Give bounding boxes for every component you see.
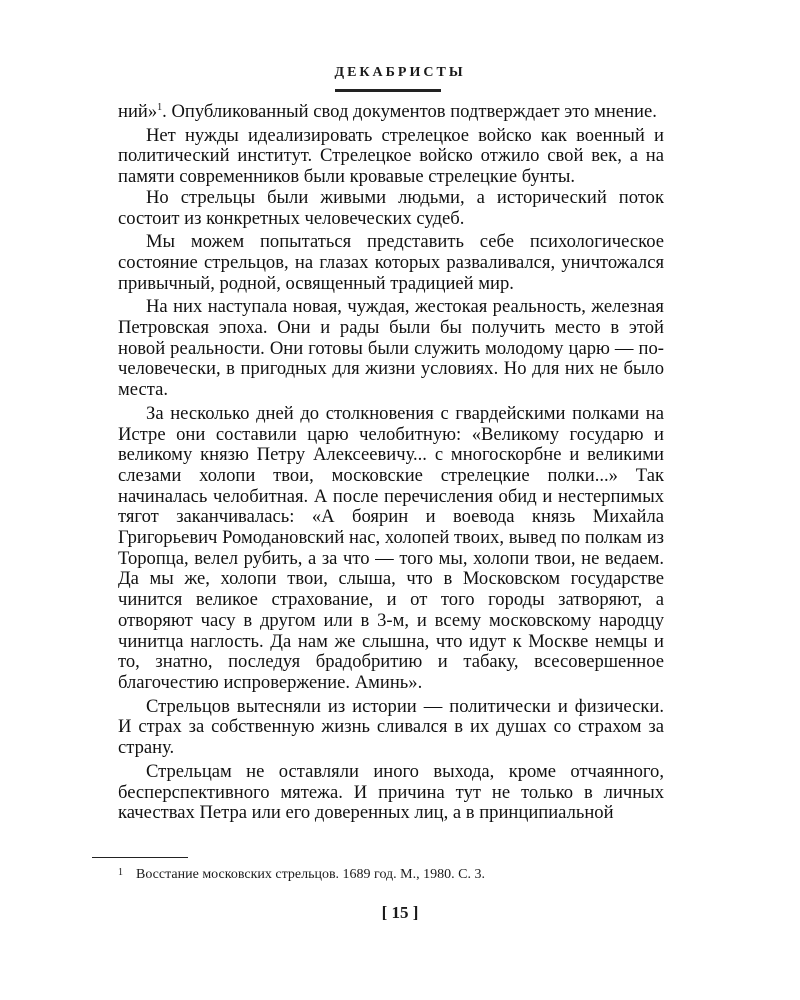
paragraph: Нет нужды идеализировать стрелецкое войско как военный и политический институт. Стрелецкое войско отжило свой век, а на памяти современников были кровавые стрелецкие бунты. [118, 124, 664, 188]
paragraph-text: ний» [118, 101, 158, 122]
paragraph: Но стрельцы были живыми людьми, а исторический поток состоит из конкретных человеческих судеб. [118, 186, 664, 229]
paragraph: За несколько дней до столкновения с гвардейскими полками на Истре они составили царю челобитную: «Великому государю и великому князю Петру Алексеевичу... с многоскорбне и великими слезами холопи твои, московские стрелецкие полки...» Так начиналась челобитная. А после перечисления обид и нестерпимых тягот заканчивалась: «А боярин и воевода князь Михайла Григорьевич Ромодановский нас, холопей твоих, вывед по полкам из Торопца, велел рубить, а за что — того мы, холопи твои, не ведаем. Да мы же, холопи твои, слыша, что в Московском государстве чинится великое страхование, и от того городы затворяют, а отворяют часу в другом или в 3-м, и всему московскому народцу чинитца наглость. Да нам же слышна, что идут к Москве немцы и то, знатно, последуя брадобритию и табаку, всесовершенное благочестию испровержение. Аминь». [118, 402, 664, 693]
running-head-rule [335, 89, 441, 92]
footnote-rule [92, 857, 188, 858]
footnote-text: Восстание московских стрельцов. 1689 год. М., 1980. С. 3. [136, 867, 485, 882]
paragraph: Стрельцов вытесняли из истории — политически и физически. И страх за собственную жизнь сливался в их душах со страхом за страну. [118, 695, 664, 759]
footnote-mark: 1 [118, 867, 123, 878]
paragraph-text-after: . Опубликованный свод документов подтверждает это мнение. [162, 101, 657, 122]
footnote-reference[interactable]: 1 [157, 101, 163, 113]
body-text [118, 102, 664, 824]
paragraph: Стрельцам не оставляли иного выхода, кроме отчаянного, бесперспективного мятежа. И причина тут не только в личных качествах Петра или его доверенных лиц, а в принципиальной [118, 760, 664, 824]
page-number: [ 15 ] [381, 903, 419, 922]
paragraph-continued [118, 102, 664, 123]
paragraph: Мы можем попытаться представить себе психологическое состояние стрельцов, на глазах которых разваливался, уничтожался привычный, родной, освященный традицией мир. [118, 231, 664, 294]
paragraph: На них наступала новая, чуждая, жестокая реальность, железная Петровская эпоха. Они и рады были бы получить место в этой новой реальности. Они готовы были служить молодому царю — по-человечески, в пригодных для жизни условиях. Но для них не было места. [118, 296, 664, 401]
footnote [118, 864, 658, 884]
running-head: ДЕКАБРИСТЫ [334, 65, 466, 80]
